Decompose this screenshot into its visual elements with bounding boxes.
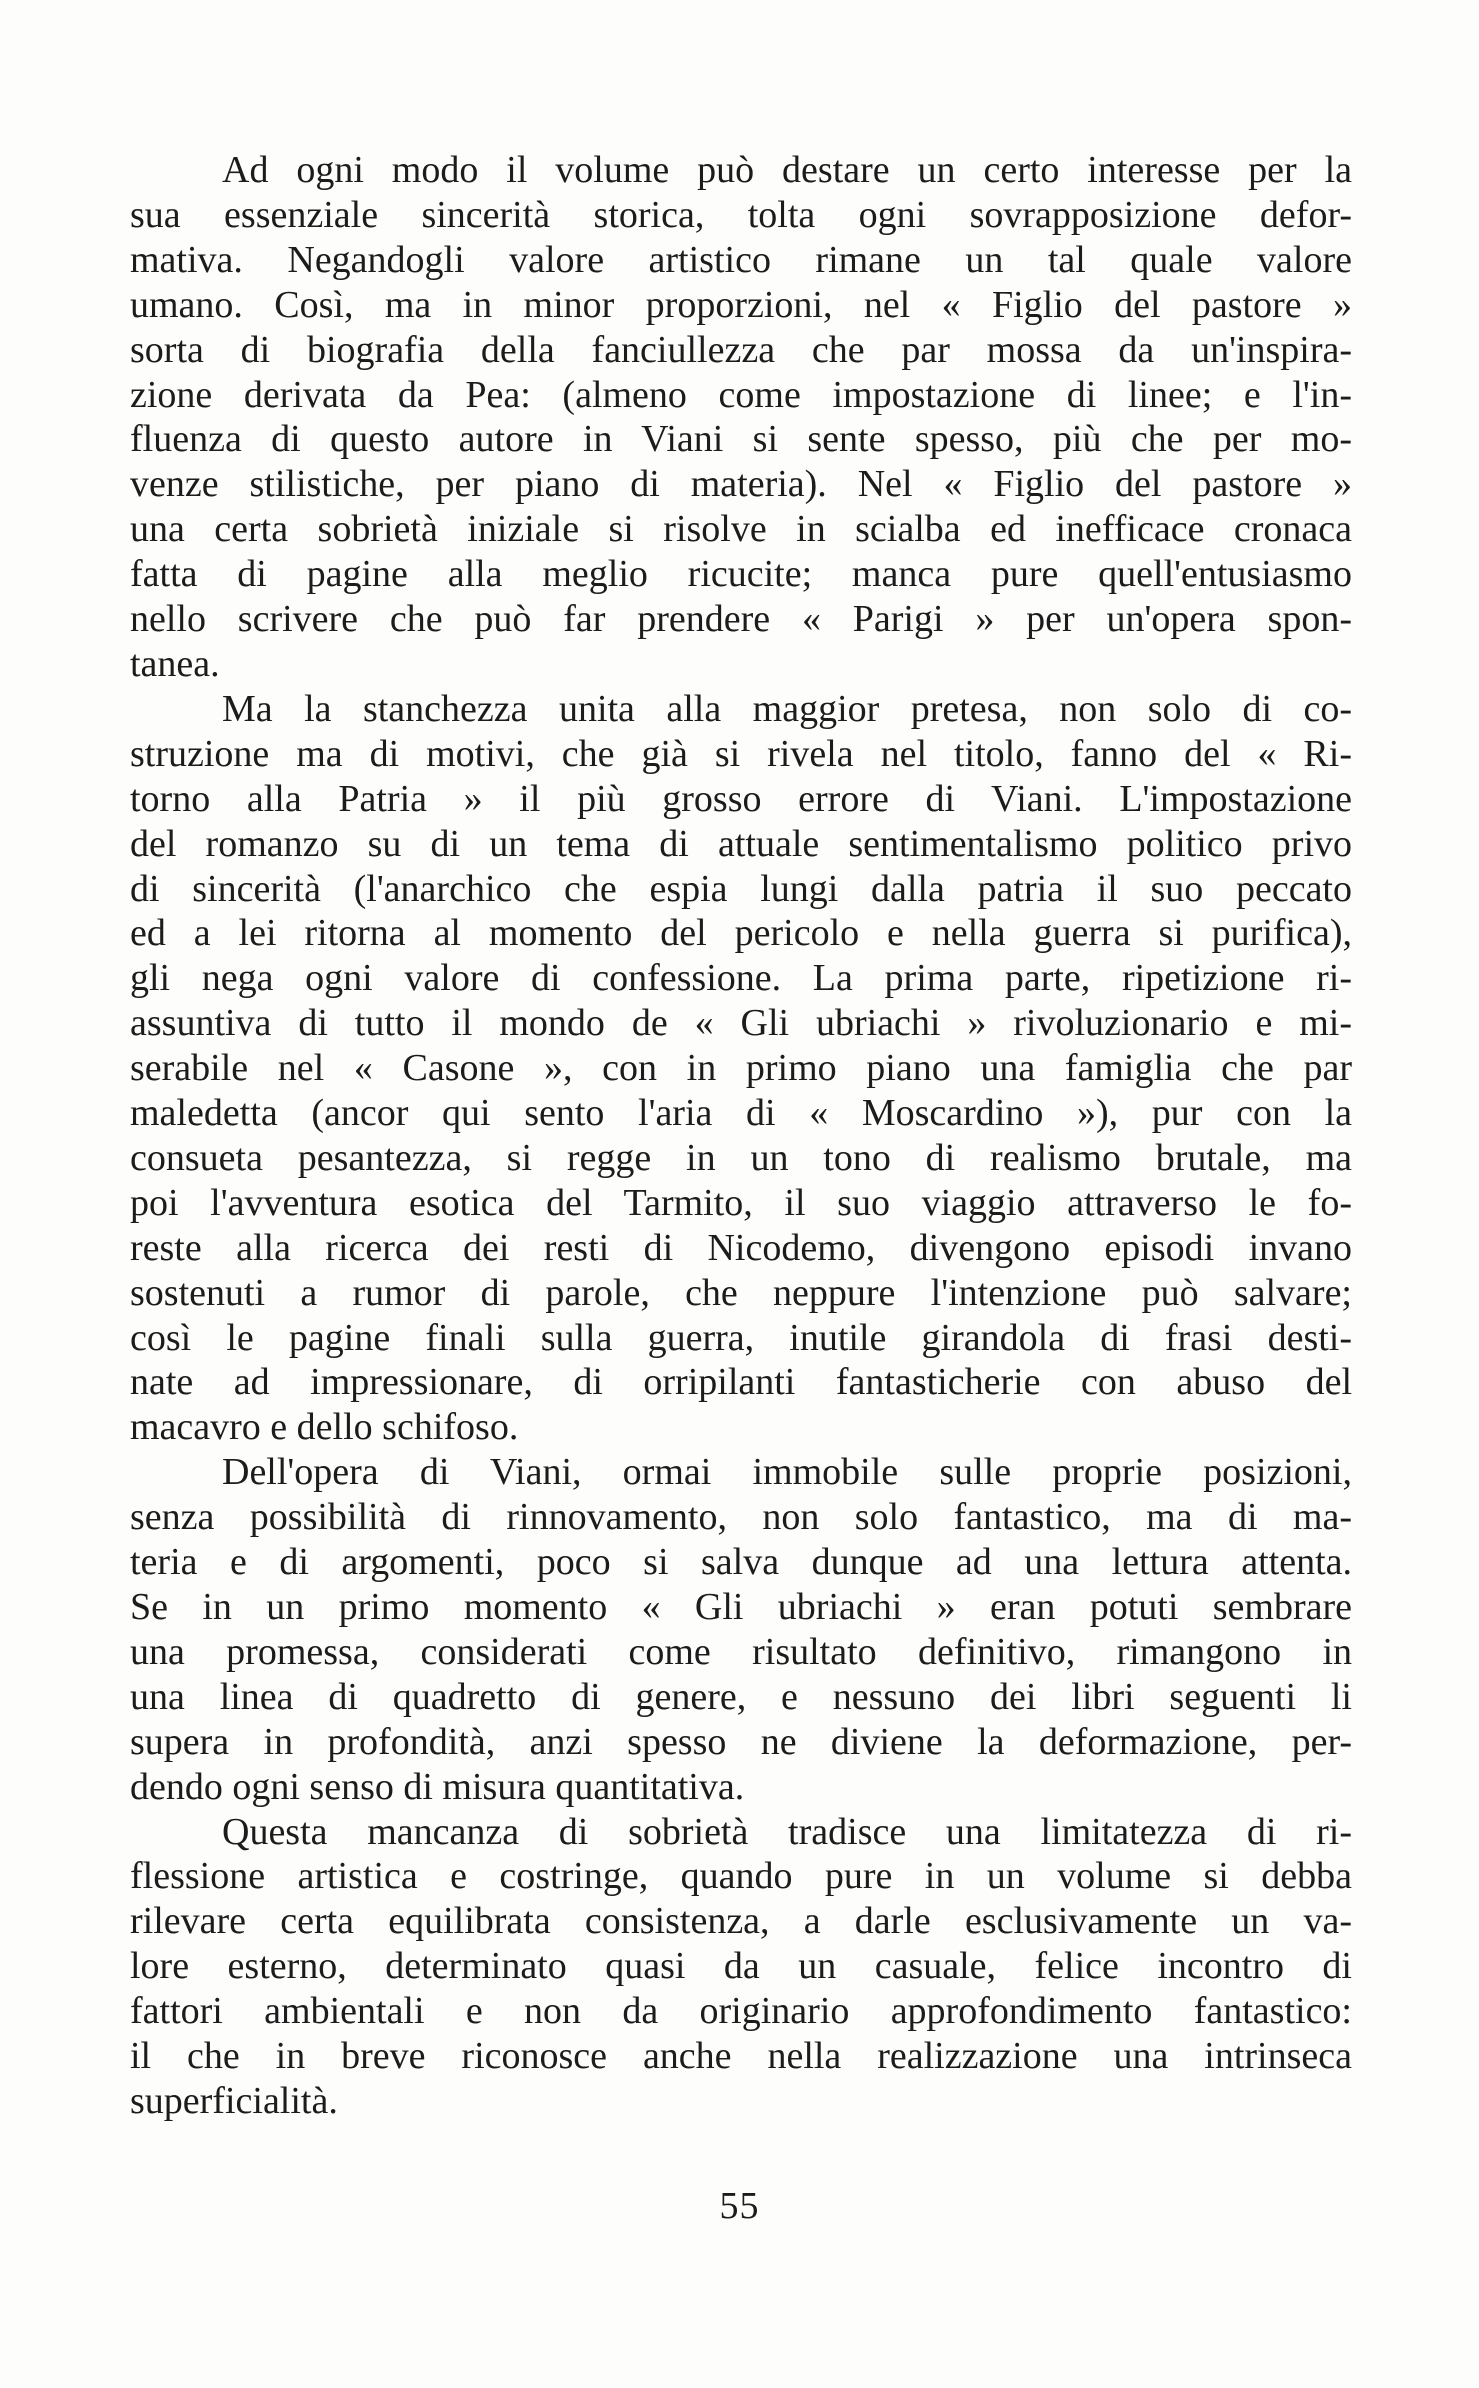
text-line: una certa sobrietà iniziale si risolve in scialba ed inefficace cronaca [130, 508, 1352, 551]
text-line: reste alla ricerca dei resti di Nicodemo, divengono episodi invano [130, 1226, 1352, 1269]
text-line: sostenuti a rumor di parole, che neppure l'intenzione può salvare; [130, 1271, 1352, 1314]
text-line: del romanzo su di un tema di attuale sentimentalismo politico privo [130, 822, 1352, 865]
text-line: Ad ogni modo il volume può destare un certo interesse per la [222, 149, 1352, 191]
text-line: supera in profondità, anzi spesso ne diviene la deformazione, per- [130, 1720, 1352, 1763]
text-line: rilevare certa equilibrata consistenza, a darle esclusivamente un va- [130, 1900, 1352, 1943]
text-line: di sincerità (l'anarchico che espia lungi dalla patria il suo peccato [130, 867, 1352, 910]
text-line: Questa mancanza di sobrietà tradisce una limitatezza di ri- [222, 1810, 1352, 1853]
text-line: macavro e dello schifoso. [130, 1406, 519, 1449]
text-line: consueta pesantezza, si regge in un tono di realismo brutale, ma [130, 1136, 1352, 1179]
text-line: venze stilistiche, per piano di materia). Nel « Figlio del pastore » [130, 463, 1352, 506]
paragraph [130, 1810, 1352, 2124]
text-line: nello scrivere che può far prendere « Parigi » per un'opera spon- [130, 598, 1352, 641]
text-line: assuntiva di tutto il mondo de « Gli ubriachi » rivoluzionario e mi- [130, 1002, 1352, 1045]
text-line: nate ad impressionare, di orripilanti fantasticherie con abuso del [130, 1361, 1352, 1404]
text-line: struzione ma di motivi, che già si rivela nel titolo, fanno del « Ri- [130, 732, 1352, 775]
text-line: flessione artistica e costringe, quando pure in un volume si debba [130, 1855, 1352, 1898]
text-line: mativa. Negandogli valore artistico rimane un tal quale valore [130, 238, 1352, 281]
text-line: Dell'opera di Viani, ormai immobile sulle proprie posizioni, [222, 1451, 1352, 1494]
text-line: senza possibilità di rinnovamento, non solo fantastico, ma di ma- [130, 1496, 1352, 1539]
text-line: teria e di argomenti, poco si salva dunque ad una lettura attenta. [130, 1541, 1352, 1584]
text-line: sorta di biografia della fanciullezza che par mossa da un'inspira- [130, 328, 1352, 371]
text-line: serabile nel « Casone », con in primo piano una famiglia che par [130, 1047, 1352, 1090]
text-line: sua essenziale sincerità storica, tolta ogni sovrapposizione defor- [130, 193, 1352, 236]
text-line: maledetta (ancor qui sento l'aria di « Moscardino »), pur con la [130, 1092, 1352, 1135]
text-line: fatta di pagine alla meglio ricucite; manca pure quell'entusiasmo [130, 553, 1352, 596]
text-line: Ma la stanchezza unita alla maggior pretesa, non solo di co- [222, 687, 1352, 730]
text-line: dendo ogni senso di misura quantitativa. [130, 1765, 745, 1808]
text-line: lore esterno, determinato quasi da un casuale, felice incontro di [130, 1945, 1352, 1988]
paragraph [130, 687, 1352, 1450]
text-line: una promessa, considerati come risultato definitivo, rimangono in [130, 1630, 1352, 1673]
page-number: 55 [719, 2185, 760, 2227]
text-line: gli nega ogni valore di confessione. La prima parte, ripetizione ri- [130, 957, 1352, 1000]
body-text [130, 148, 1352, 2124]
text-line: il che in breve riconosce anche nella realizzazione una intrinseca [130, 2035, 1352, 2078]
text-line: torno alla Patria » il più grosso errore di Viani. L'impostazione [130, 777, 1352, 820]
text-line: ed a lei ritorna al momento del pericolo e nella guerra si purifica), [130, 912, 1352, 955]
text-line: umano. Così, ma in minor proporzioni, nel « Figlio del pastore » [130, 283, 1352, 326]
text-line: fattori ambientali e non da originario approfondimento fantastico: [130, 1990, 1352, 2033]
text-line: una linea di quadretto di genere, e nessuno dei libri seguenti li [130, 1675, 1352, 1718]
text-line: poi l'avventura esotica del Tarmito, il suo viaggio attraverso le fo- [130, 1181, 1352, 1224]
text-line: zione derivata da Pea: (almeno come impostazione di linee; e l'in- [130, 373, 1352, 416]
text-line: tanea. [130, 642, 220, 685]
text-line: Se in un primo momento « Gli ubriachi » eran potuti sembrare [130, 1586, 1352, 1628]
paragraph [130, 148, 1352, 687]
text-line: fluenza di questo autore in Viani si sente spesso, più che per mo- [130, 418, 1352, 461]
text-line: così le pagine finali sulla guerra, inutile girandola di frasi desti- [130, 1316, 1352, 1359]
paragraph [130, 1450, 1352, 1809]
text-line: superficialità. [130, 2079, 338, 2122]
